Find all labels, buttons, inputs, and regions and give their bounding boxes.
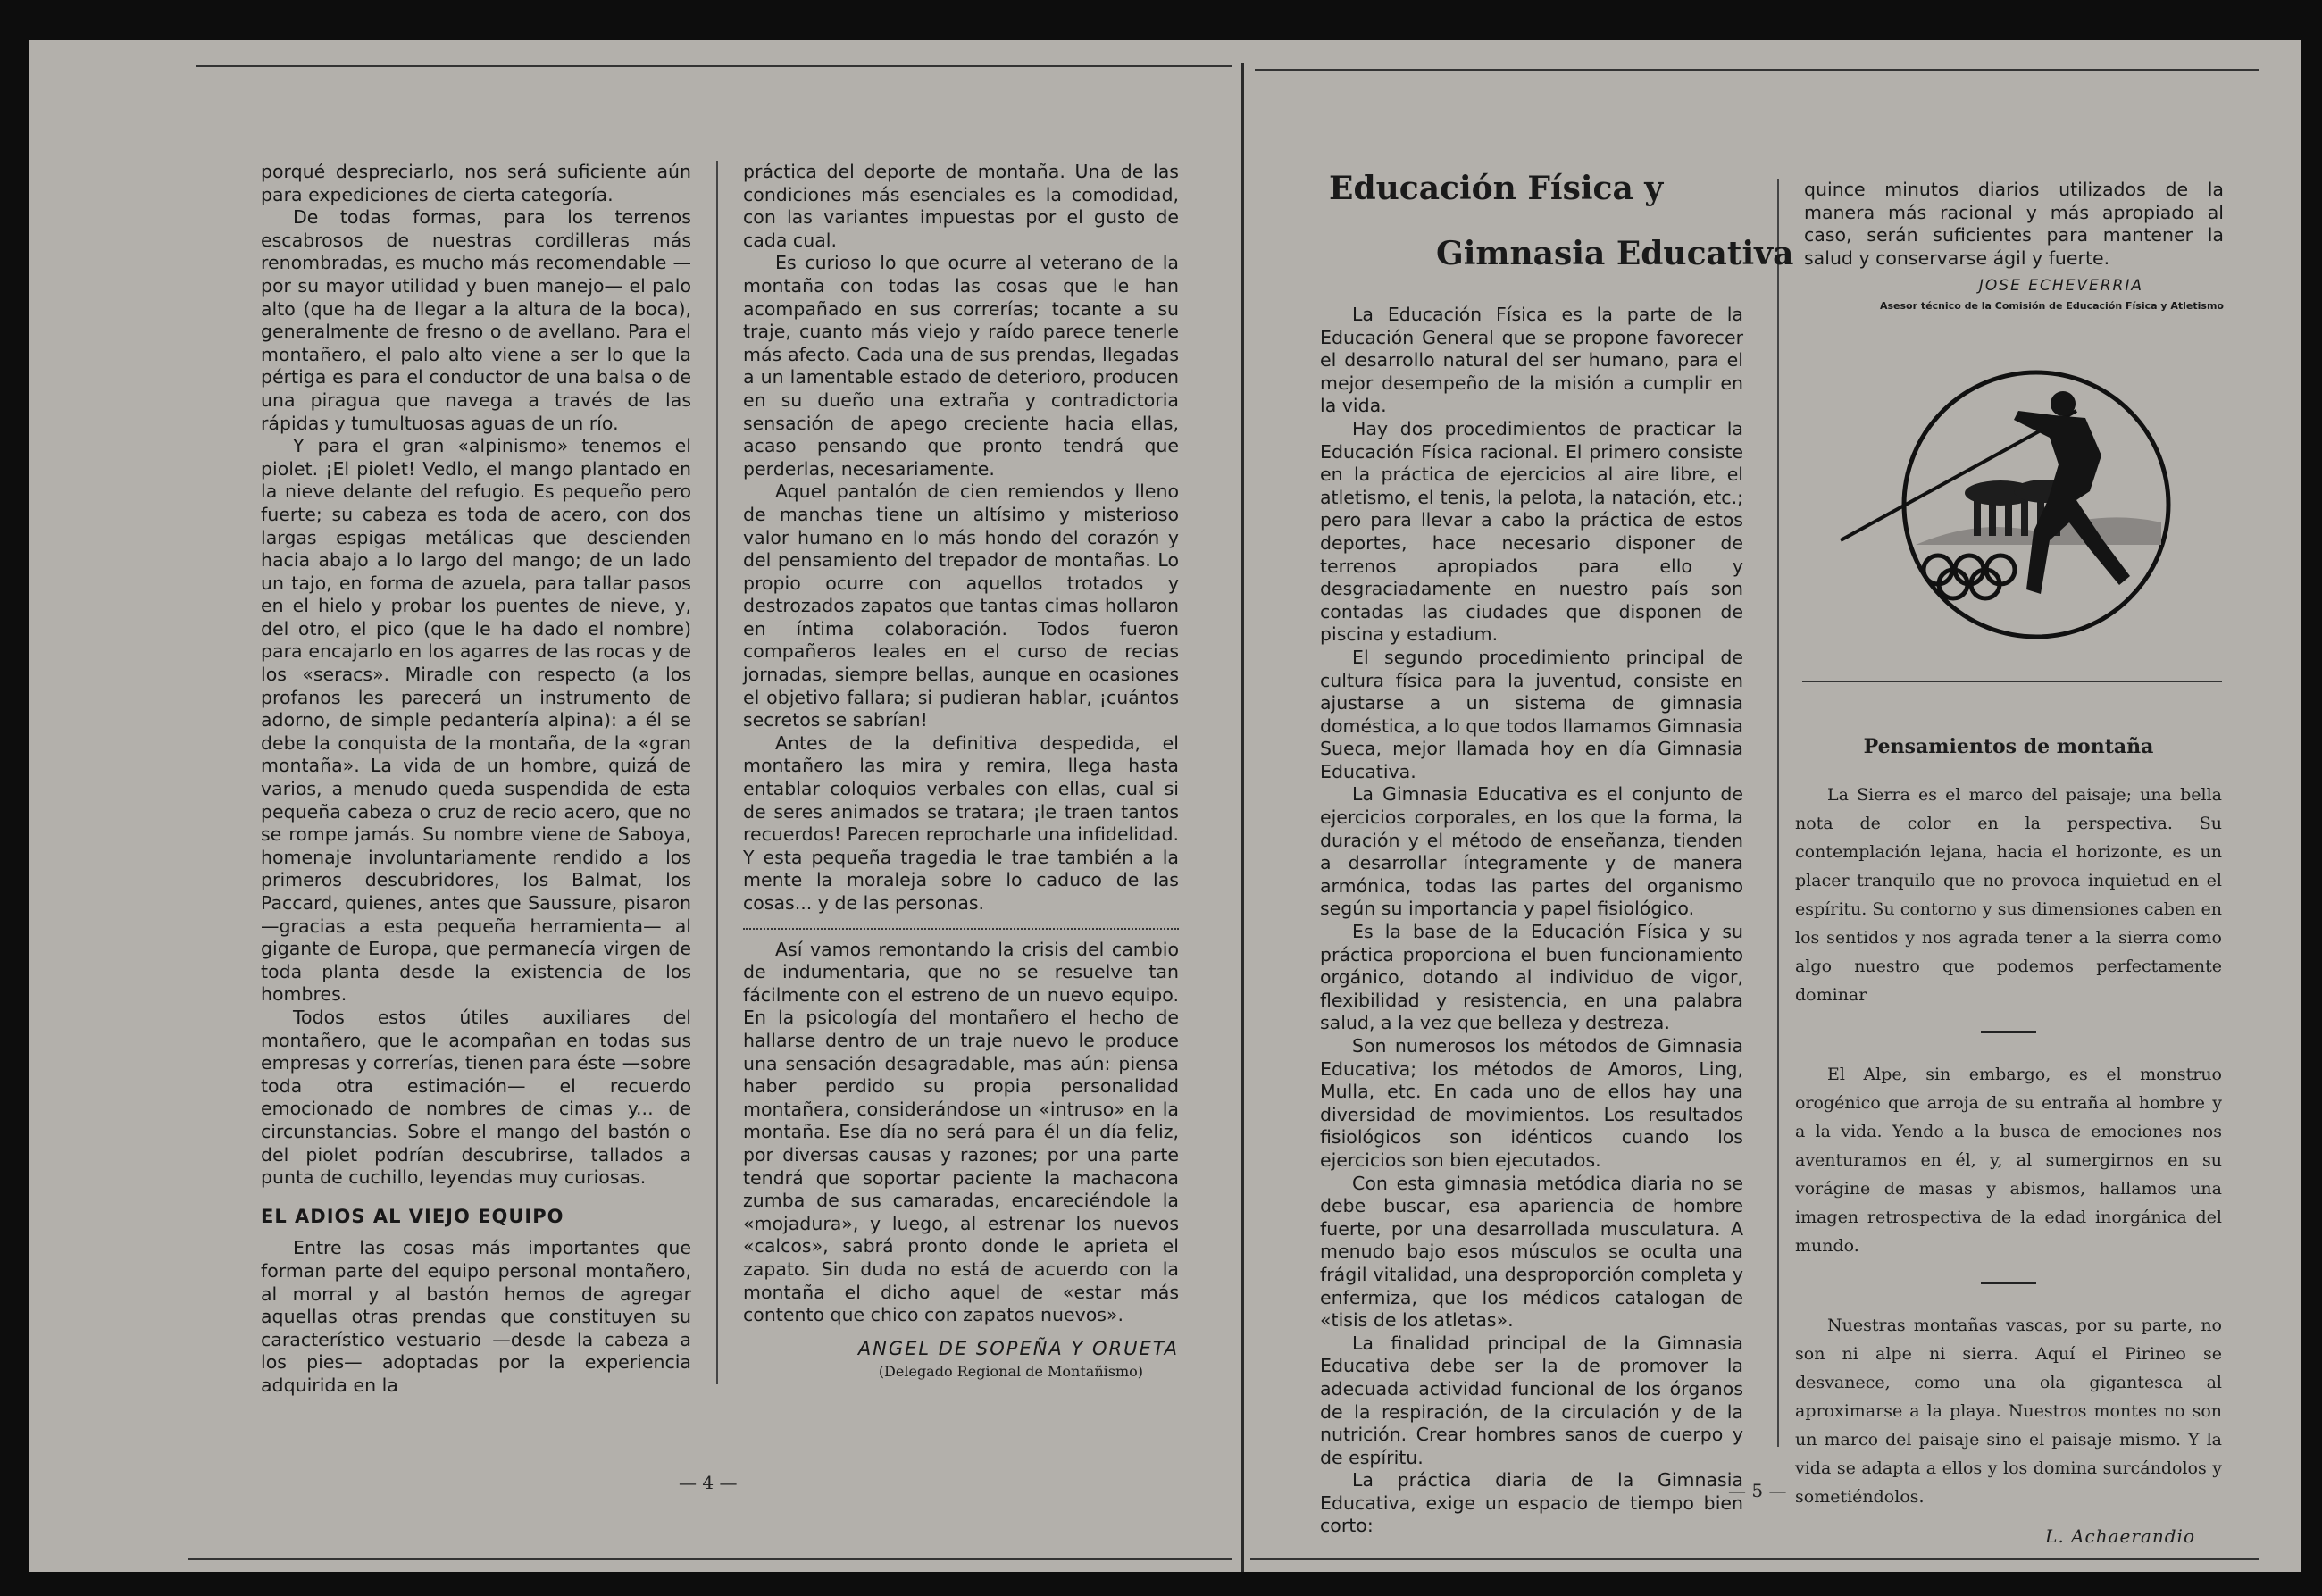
paragraph: práctica del deporte de montaña. Una de las condiciones más esenciales es la comodidad, con las variantes impuestas por el gusto de cada cual.	[743, 161, 1179, 251]
column-divider-right	[1777, 179, 1779, 1447]
author-signature: L. Achaerandio	[2045, 1525, 2195, 1547]
author-signature: JOSE ECHEVERRIA	[1978, 277, 2143, 296]
author-role: Asesor técnico de la Comisión de Educación Física y Atletismo	[1879, 299, 2224, 312]
paragraph: Antes de la definitiva despedida, el montañero las mira y remira, llega hasta entablar coloquios verbales con ellas, cual si de seres animados se tratara; ¡le traen tantos recuerdos! Parecen reprocharle una infidelidad. Y esta pequeña tragedia le trae también a la mente la moraleja sobre lo caduco de las cosas... y de las personas.	[743, 731, 1179, 914]
paragraph: quince minutos diarios utilizados de la manera más racional y más apropiado al caso, serán suficientes para mantener la salud y conservarse ágil y fuerte.	[1804, 179, 2224, 269]
column-divider-left	[716, 161, 718, 1384]
short-separator	[1981, 1282, 2036, 1284]
paragraph: porqué despreciarlo, nos será suficiente aún para expediciones de cierta categoría.	[261, 161, 691, 205]
paragraph: De todas formas, para los terrenos escabrosos de nuestras cordilleras más renombradas, es mucho más recomendable —por su mayor utilidad y buen manejo— el palo alto (que ha de llegar a la altura de la boca), generalmente de fresno o de avellano. Para el montañero, el palo alto viene a ser lo que la pértiga es para el conductor de una balsa o de una piragua que navega a través de las rápidas y tumultuosas aguas de un río.	[261, 206, 691, 434]
paragraph: Es curioso lo que ocurre al veterano de la montaña con todas las cosas que le han acompañado en sus correrías; tocante a su traje, cuanto más viejo y raído parece tenerle más afecto. Cada una de sus prendas, llegadas a un lamentable estado de deterioro, producen en su dueño una extraña y contradictoria sensación de apego creciente hacia ellas, acaso pensando que pronto tendrá que perderlas, necesariamente.	[743, 252, 1179, 480]
paragraph: Así vamos remontando la crisis del cambio de indumentaria, que no se resuelve tan fácilmente con el estreno de un nuevo equipo. En la psicología del montañero el hecho de hallarse dentro de un traje nuevo le produce una sensación desagradable, mas aún: piensa haber perdido su propia personalidad montañera, considerándose un «intruso» en la montaña. Ese día no será para él un día feliz, por diversas causas y razones; por una parte tendrá que soportar paciente la machacona zumba de sus camaradas, encareciéndole la «mojadura», y luego, al estrenar los nuevos «calcos», sabrá pronto donde le aprieta el zapato. Sin duda no está de acuerdo con la montaña el dicho aquel de «estar más contento que chico con zapatos nuevos».	[743, 938, 1179, 1326]
section-heading: Pensamientos de montaña	[1863, 735, 2154, 758]
paragraph: Son numerosos los métodos de Gimnasia Educativa; los métodos de Amoros, Ling, Mulla, etc. En cada uno de ellos hay una diversidad de movimientos. Los resultados fisiológicos son idénticos cuando los ejercicios son bien ejecutados.	[1320, 1035, 1743, 1171]
paragraph: Entre las cosas más importantes que forman parte del equipo personal montañero, al morral y al bastón hemos de agregar aquellas otras prendas que constituyen su característico vestuario —desde la cabeza a los pies— adoptadas por la experiencia adquirida en la	[261, 1237, 691, 1396]
page-fold	[1241, 63, 1244, 1572]
paragraph: Todos estos útiles auxiliares del montañero, que le acompañan en todas sus empresas y correrías, tienen para éste —sobre toda otra estimación— el recuerdo emocionado de nombres de cimas y... de circunstancias. Sobre el mango del bastón o del piolet podrían descubrirse, tallados a punta de cuchillo, leyendas muy curiosas.	[261, 1006, 691, 1189]
top-rule-left	[196, 65, 1232, 67]
horizontal-rule	[1802, 681, 2222, 682]
paragraph: La Educación Física es la parte de la Educación General que se propone favorecer el desarrollo natural del ser humano, para el mejor desempeño de la misión a cumplir en la vida.	[1320, 304, 1743, 417]
paragraph: Con esta gimnasia metódica diaria no se debe buscar, esa apariencia de hombre fuerte, por una desarrollada musculatura. A menudo bajo esos músculos se oculta una frágil vitalidad, una desproporción completa y enfermiza, que los médicos catalogan de «tisis de los atletas».	[1320, 1172, 1743, 1332]
paragraph: La Gimnasia Educativa es el conjunto de ejercicios corporales, en los que la forma, la duración y el método de enseñanza, tienden a desarrollar íntegramente y de manera armónica, todas las partes del organismo según su importancia y papel fisiológico.	[1320, 783, 1743, 920]
paragraph: La práctica diaria de la Gimnasia Educativa, exige un espacio de tiempo bien corto:	[1320, 1469, 1743, 1537]
top-rule-right	[1255, 69, 2259, 71]
left-page-column-1	[261, 161, 691, 1397]
bottom-rule-left	[188, 1558, 1232, 1560]
paragraph: Hay dos procedimientos de practicar la Educación Física racional. El primero consiste en la práctica de ejercicios al aire libre, el atletismo, el tenis, la pelota, la natación, etc.; pero para llevar a cabo la práctica de estos deportes, hace necesario disponer de terrenos apropiados para ello y desgraciadamente en nuestro país son contadas las ciudades que disponen de piscina y estadium.	[1320, 417, 1743, 646]
thought-paragraph: Nuestras montañas vascas, por su parte, no son ni alpe ni sierra. Aquí el Pirineo se desvanece, como una ola gigantesca al aproximarse a la playa. Nuestros montes no son un marco del paisaje sino el paisaje mismo. Y la vida se adapta a ellos y los domina surcándolos y sometiéndolos.	[1795, 1316, 2222, 1507]
author-signature: ANGEL DE SOPEÑA Y ORUETA	[857, 1337, 1179, 1359]
right-page-column-2	[1804, 179, 2224, 314]
short-separator	[1981, 1031, 2036, 1033]
article-title-line2: Gimnasia Educativa	[1436, 235, 1794, 272]
bottom-rule-right	[1250, 1558, 2259, 1560]
page-number-right: — 5 —	[1728, 1480, 1787, 1501]
left-page-column-2	[743, 161, 1179, 1383]
paragraph: El segundo procedimiento principal de cultura física para la juventud, consiste en ajustarse a un sistema de gimnasia doméstica, a lo que todos llamamos Gimnasia Sueca, mejor llamada hoy en día Gimnasia Educativa.	[1320, 646, 1743, 782]
pensamientos-section	[1795, 732, 2222, 1550]
thought-paragraph: La Sierra es el marco del paisaje; una bella nota de color en la perspectiva. Su contemplación lejana, hacia el horizonte, es un placer tranquilo que no provoca inquietud en el espíritu. Su contorno y sus dimensiones caben en los sentidos y nos agrada tener a la sierra como algo nuestro que podemos perfectamente dominar	[1795, 785, 2222, 1005]
article-title-line1: Educación Física y	[1329, 170, 1664, 207]
author-role: (Delegado Regional de Montañismo)	[878, 1363, 1143, 1381]
section-heading: EL ADIOS AL VIEJO EQUIPO	[261, 1205, 564, 1227]
paragraph: Es la base de la Educación Física y su práctica proporciona el buen funcionamiento orgánico, dotando al individuo de vigor, flexibilidad y resistencia, en una palabra salud, a la vez que belleza y destreza.	[1320, 921, 1743, 1034]
dotted-separator	[743, 928, 1179, 930]
paragraph: Aquel pantalón de cien remiendos y lleno de manchas tiene un altísimo y misterioso valor humano en lo más hondo del corazón y del pensamiento del trepador de montañas. Lo propio ocurre con aquellos trotados y destrozados zapatos que tantas cimas hollaron en íntima colaboración. Todos fueron compañeros leales en el curso de recias jornadas, siempre bellas, aunque en ocasiones el objetivo fallara; si pudieran hablar, ¡cuántos secretos se sabrían!	[743, 480, 1179, 731]
right-page-column-1	[1320, 304, 1743, 1538]
page-number-left: — 4 —	[679, 1472, 738, 1493]
paragraph: La finalidad principal de la Gimnasia Educativa debe ser la de promover la adecuada actividad funcional de los órganos de la respiración, de la circulación y de la nutrición. Crear hombres sanos de cuerpo y de espíritu.	[1320, 1332, 1743, 1468]
paragraph: Y para el gran «alpinismo» tenemos el piolet. ¡El piolet! Vedlo, el mango plantado en la nieve delante del refugio. Es pequeño pero fuerte; su cabeza es toda de acero, con dos largas espigas metálicas que descienden hacia abajo a lo largo del mango; de un lado un tajo, en forma de azuela, para tallar pasos en el hielo y probar los puentes de nieve, y, del otro, el pico (que le ha dado el nombre) para encajarlo en los agarres de las rocas y de los «seracs». Miradle con respecto (a los profanos les parecerá un instrumento de adorno, de simple pedantería alpina): a él se debe la conquista de la montaña, de la «gran montaña». La vida de un hombre, quizá de varios, a menudo queda suspendida de esta pequeña cabeza o cruz de recio acero, que no se rompe jamás. Su nombre viene de Saboya, homenaje involuntariamente rendido a los primeros descubridores, los Balmat, los Paccard, quienes, antes que Saussure, pisaron —gracias a esta pequeña herramienta— al gigante de Europa, que permanecía virgen de toda planta desde la existencia de los hombres.	[261, 435, 691, 1006]
thought-paragraph: El Alpe, sin embargo, es el monstruo orogénico que arroja de su entraña al hombre y a la vida. Yendo a la busca de emociones nos aventuramos en él, y, al sumergirnos en su vorágine de masas y abismos, hallamos una imagen retrospectiva de la edad inorgánica del mundo.	[1795, 1065, 2222, 1256]
olympic-javelin-emblem	[1835, 366, 2201, 643]
